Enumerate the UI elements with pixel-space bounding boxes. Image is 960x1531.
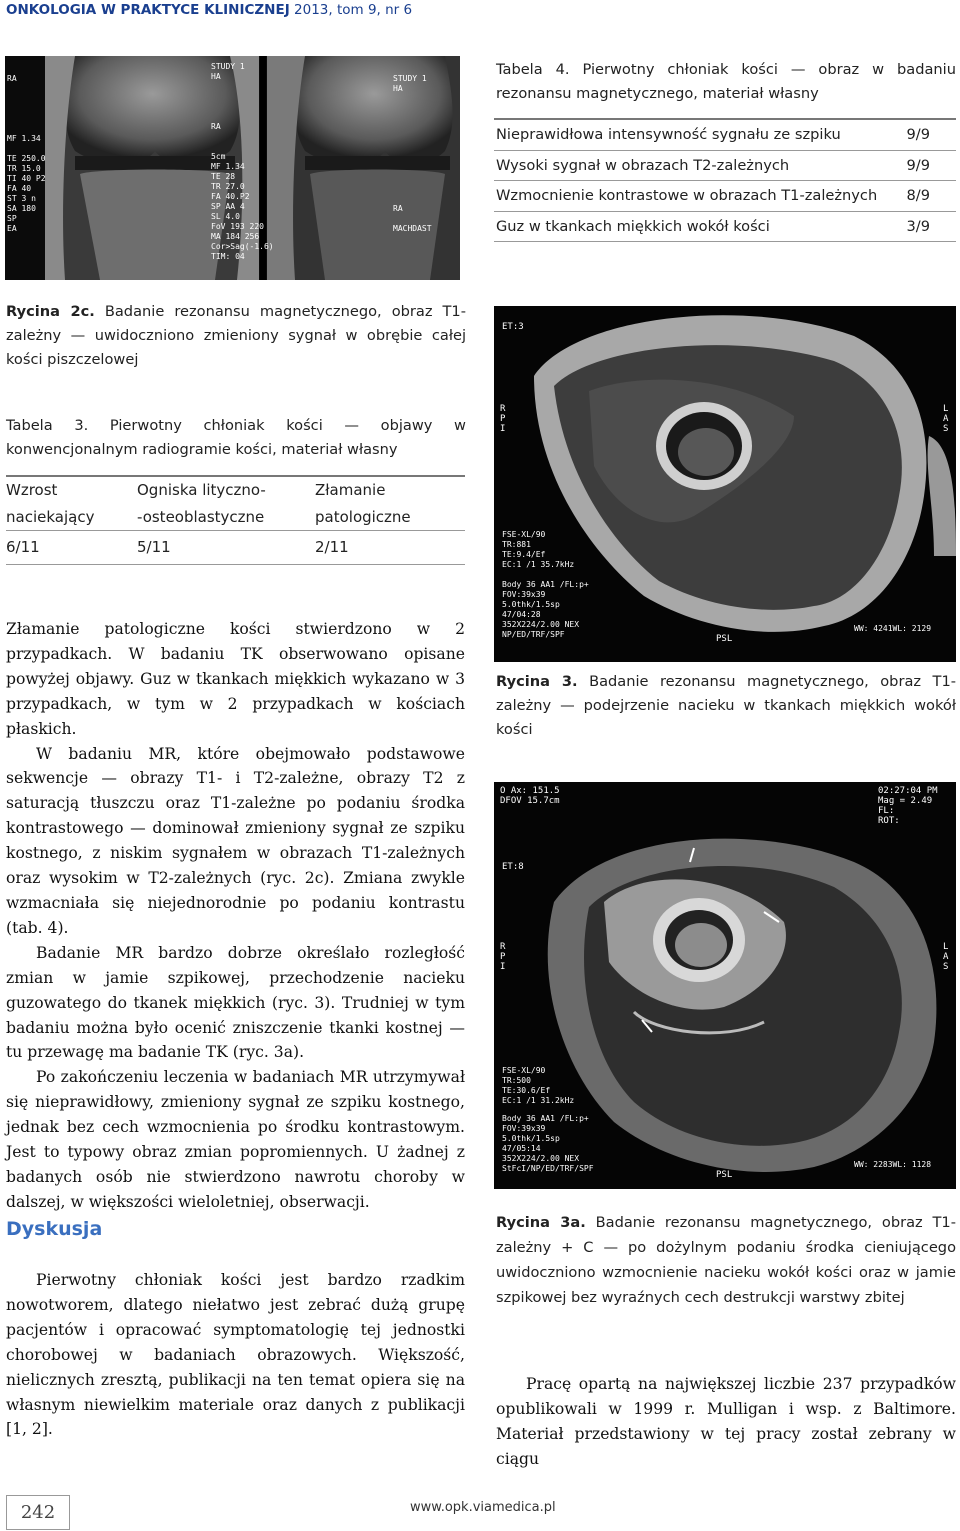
table-4-caption bbox=[496, 58, 956, 106]
figure-3a-psl: PSL bbox=[716, 1170, 733, 1180]
table-3-caption bbox=[6, 414, 466, 462]
figure-3a-caption-label: Rycina 3a. bbox=[496, 1214, 586, 1231]
figure-2c-overlay-mid: STUDY 1 HA RA 5cm MF 1.34 TE 28 TR 27.0 FA 40.P2 SP AA 4 SL 4.0 FoV 193 220 MA 184 256 Cor>Sag(-1.6) TIM: 04 bbox=[211, 62, 274, 261]
figure-3a-top-left: O Ax: 151.5 DFOV 15.7cm bbox=[500, 786, 560, 806]
body-text-left bbox=[6, 617, 465, 1215]
journal-title: ONKOLOGIA W PRAKTYCE KLINICZNEJ bbox=[6, 2, 290, 18]
figure-3-right-letters: L A S bbox=[943, 404, 949, 434]
discussion-text bbox=[6, 1268, 465, 1442]
paragraph: Pracę opartą na największej liczbie 237 przypadków opublikowali w 1999 r. Mulligan i wsp. z Baltimore. Materiał przedstawiony w tej pracy został zebrany w ciągu bbox=[496, 1375, 956, 1468]
table-4-row-value: 8/9 bbox=[902, 181, 956, 212]
table-4 bbox=[494, 118, 956, 242]
figure-2c-caption bbox=[6, 300, 466, 372]
table-row bbox=[494, 150, 956, 181]
body-text-right bbox=[496, 1372, 956, 1472]
figure-3a-params-2: Body 36 AA1 /FL:p+ FOV:39x39 5.0thk/1.5sp 47/05:14 352X224/2.00 NEX StFcI/NP/ED/TRF/SPF bbox=[502, 1114, 594, 1173]
figure-2c-caption-text: Badanie rezonansu magnetycznego, obraz T1-zależny — uwidoczniono zmieniony sygnał w obrębie całej kości piszczelowej bbox=[6, 303, 466, 368]
figure-3-params-2: Body 36 AA1 /FL:p+ FOV:39x39 5.0thk/1.5sp 47/04:28 352X224/2.00 NEX NP/ED/TRF/SPF bbox=[502, 580, 589, 639]
paragraph: Złamanie patologiczne kości stwierdzono w 2 przypadkach. W badaniu TK obserwowano opisane powyżej objawy. Guz w tkankach miękkich wykazano w 3 przypadkach, w tym w 2 przypadkach w kościach płaskich. bbox=[6, 620, 465, 738]
table-3-cell: 2/11 bbox=[315, 538, 349, 556]
figure-3-psl: PSL bbox=[716, 634, 733, 644]
figure-3-image bbox=[494, 306, 956, 662]
figure-3-params-1: FSE-XL/90 TR:881 TE:9.4/Ef EC:1 /1 35.7kHz bbox=[502, 530, 575, 569]
figure-3-caption-label: Rycina 3. bbox=[496, 673, 578, 690]
paragraph: W badaniu MR, które obejmowało podstawowe sekwencje — obrazy T1- i T2-zależne, obrazy T2 z saturacją tłuszczu oraz T1-zależne po podaniu środka kontrastowego — dominował zmieniony sygnał ze szpiku kostnego, z niskim sygnałem w obrazach T1-zależnych oraz wysokim w T2-zależnych (ryc. 2c). Zmiana zwykle wzmacniała się niejednorodnie po podaniu kontrastu (tab. 4). bbox=[6, 744, 465, 937]
figure-3a-image bbox=[494, 782, 956, 1189]
figure-3a-left-letters: R P I bbox=[500, 942, 506, 972]
table-4-row-label: Nieprawidłowa intensywność sygnału ze szpiku bbox=[494, 119, 902, 150]
figure-3-ww: WW: 4241WL: 2129 bbox=[854, 624, 932, 633]
table-4-row-value: 3/9 bbox=[902, 211, 956, 242]
figure-2c-caption-label: Rycina 2c. bbox=[6, 303, 95, 320]
table-3-header-2 bbox=[137, 477, 266, 531]
figure-2c-overlay-left: RA MF 1.34 TE 250.0 TR 15.0 TI 40 P2 FA 40 ST 3 n SA 180 SP EA bbox=[7, 74, 46, 233]
table-row bbox=[494, 119, 956, 150]
paragraph: Pierwotny chłoniak kości jest bardzo rzadkim nowotworem, dlatego niełatwo jest zebrać dużą grupę pacjentów i opracować symptomatologię tej jednostki chorobowej w badaniach obrazowych. Większość, nielicznych zresztą, publikacji na ten temat opiera się na własnym niewielkim materiale oraz danych z publikacji [1, 2]. bbox=[6, 1271, 465, 1439]
table-4-row-value: 9/9 bbox=[902, 119, 956, 150]
journal-issue: 2013, tom 9, nr 6 bbox=[289, 2, 413, 18]
table-3-header-line: -osteoblastyczne bbox=[137, 508, 265, 526]
paragraph: Po zakończeniu leczenia w badaniach MR utrzymywał się nieprawidłowy, zmieniony sygnał ze szpiku kostnego, jednak bez cech wzmocnienia po środku kontrastowym. Jest to typowy obraz zmian popromiennych. U żadnej z badanych osób nie stwierdzono nawrotu choroby w dalszej, w większości wieloletniej, obserwacji. bbox=[6, 1068, 465, 1211]
table-4-caption-label: Tabela 4. bbox=[496, 61, 570, 78]
table-3-header-3 bbox=[315, 477, 411, 531]
table-3-caption-label: Tabela 3. bbox=[6, 417, 89, 434]
section-heading: Dyskusja bbox=[6, 1218, 103, 1240]
figure-3a-caption-text: Badanie rezonansu magnetycznego, obraz T1-zależny + C — po dożylnym podaniu środka cieniującego uwidoczniono wzmocnienie nacieku wokół kości oraz w jamie szpikowej bez wyraźnych cech destrukcji warstwy zbitej bbox=[496, 1214, 956, 1306]
table-row bbox=[6, 531, 465, 565]
table-4-row-label: Guz w tkankach miękkich wokół kości bbox=[494, 211, 902, 242]
table-3-header-1 bbox=[6, 477, 94, 531]
figure-3-et: ET:3 bbox=[502, 322, 524, 332]
table-3-header-line: Wzrost bbox=[6, 481, 58, 499]
figure-3-left-letters: R P I bbox=[500, 404, 506, 434]
figure-3a-top-right: 02:27:04 PM Mag = 2.49 FL: ROT: bbox=[878, 786, 938, 826]
table-row bbox=[494, 181, 956, 212]
table-4-row-label: Wysoki sygnał w obrazach T2-zależnych bbox=[494, 150, 902, 181]
figure-3a-caption bbox=[496, 1210, 956, 1310]
table-3-header-line: Ogniska lityczno- bbox=[137, 481, 266, 499]
table-3-cell: 6/11 bbox=[6, 538, 40, 556]
page-number: 242 bbox=[6, 1495, 70, 1530]
table-3-header-line: Złamanie bbox=[315, 481, 386, 499]
table-3-header bbox=[6, 475, 465, 531]
table-4-caption-text: Pierwotny chłoniak kości — obraz w badaniu rezonansu magnetycznego, materiał własny bbox=[496, 61, 956, 102]
figure-2c-image bbox=[5, 56, 460, 280]
table-row bbox=[494, 211, 956, 242]
figure-3a-ww: WW: 2283WL: 1128 bbox=[854, 1160, 932, 1169]
figure-3a-params-1: FSE-XL/90 TR:500 TE:30.6/Ef EC:1 /1 31.2kHz bbox=[502, 1066, 575, 1105]
figure-3-caption bbox=[496, 670, 956, 742]
figure-2c-overlay-right: STUDY 1 HA RA MACHDAST bbox=[393, 74, 432, 233]
journal-header bbox=[6, 2, 412, 18]
footer-url: www.opk.viamedica.pl bbox=[410, 1500, 556, 1515]
table-3-header-line: naciekający bbox=[6, 508, 95, 526]
table-3-header-line: patologiczne bbox=[315, 508, 411, 526]
table-3-caption-text: Pierwotny chłoniak kości — objawy w konwencjonalnym radiogramie kości, materiał własny bbox=[6, 417, 466, 458]
paragraph: Badanie MR bardzo dobrze określało rozległość zmian w jamie szpikowej, przechodzenie nacieku guzowatego do tkanek miękkich (ryc. 3). Trudniej w tym badaniu można było ocenić zniszczenie tkanki kostnej — tu przewagę ma badanie TK (ryc. 3a). bbox=[6, 943, 465, 1062]
figure-3a-right-letters: L A S bbox=[943, 942, 949, 972]
figure-3a-et: ET:8 bbox=[502, 862, 524, 872]
table-3-cell: 5/11 bbox=[137, 538, 171, 556]
table-3 bbox=[6, 475, 465, 565]
table-4-row-value: 9/9 bbox=[902, 150, 956, 181]
figure-3-caption-text: Badanie rezonansu magnetycznego, obraz T1-zależny — podejrzenie nacieku w tkankach miękkich wokół kości bbox=[496, 673, 956, 738]
table-4-row-label: Wzmocnienie kontrastowe w obrazach T1-zależnych bbox=[494, 181, 902, 212]
